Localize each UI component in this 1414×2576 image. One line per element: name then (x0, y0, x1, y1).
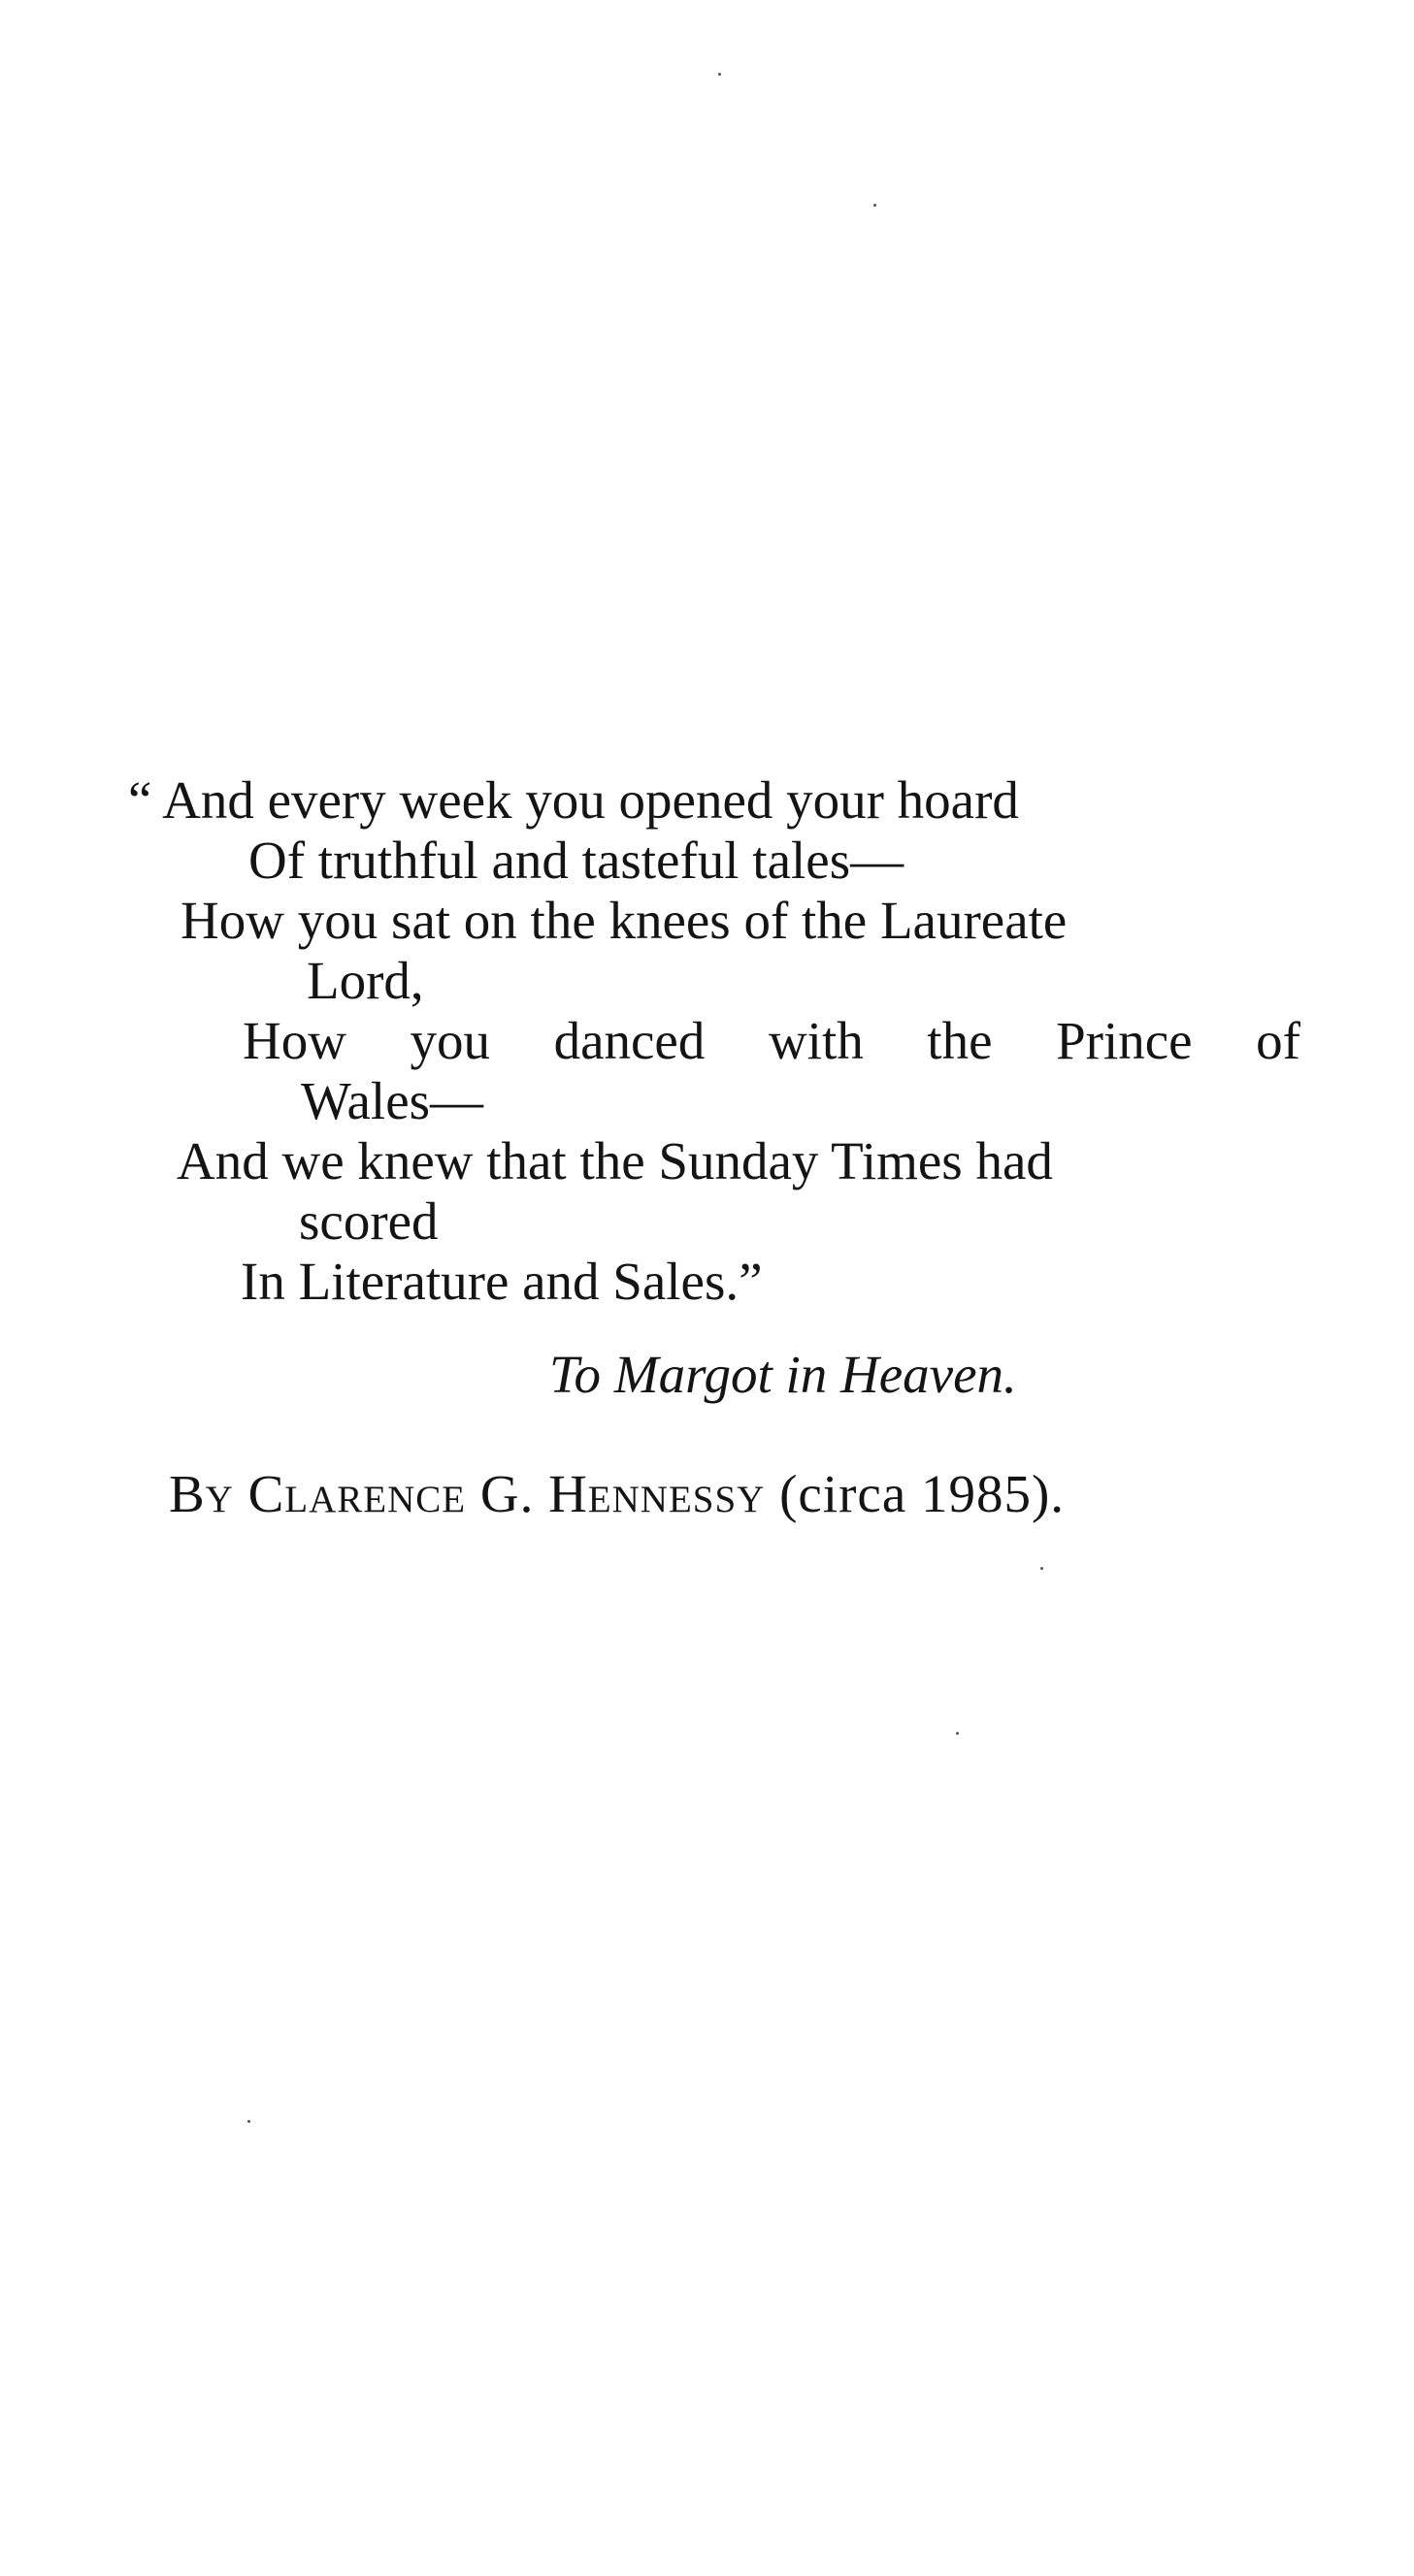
poem-word: the (927, 1011, 993, 1070)
paper-speck (718, 73, 721, 76)
poem-word: you (410, 1011, 491, 1070)
poem-word: of (1256, 1011, 1300, 1070)
paper-speck (247, 2120, 250, 2123)
byline-date: (circa 1985). (779, 1464, 1066, 1523)
poem-word: How (243, 1011, 346, 1070)
poem-line-8: scored (299, 1191, 439, 1251)
byline-by: By (169, 1464, 234, 1523)
poem-line-2: Of truthful and tasteful tales— (248, 831, 904, 890)
poem-word: Prince (1056, 1011, 1193, 1070)
poem-line-1: “ And every week you opened your hoard (128, 770, 1019, 830)
poem-line-7: And we knew that the Sunday Times had (177, 1131, 1053, 1190)
byline-author: Clarence G. Hennessy (247, 1464, 766, 1523)
poem-line-6: Wales— (301, 1071, 484, 1130)
poem-line-5 (243, 1011, 1300, 1071)
poem-line-3: How you sat on the knees of the Laureate (181, 891, 1068, 950)
poem-line-4: Lord, (307, 951, 424, 1010)
paper-speck (956, 1732, 959, 1735)
poem-line-9: In Literature and Sales.” (241, 1252, 763, 1311)
dedication: To Margot in Heaven. (549, 1345, 1017, 1404)
paper-speck (1040, 1567, 1043, 1570)
paper-speck (873, 204, 876, 207)
byline (169, 1464, 1065, 1524)
poem-word: danced (553, 1011, 706, 1070)
poem-word: with (768, 1011, 864, 1070)
